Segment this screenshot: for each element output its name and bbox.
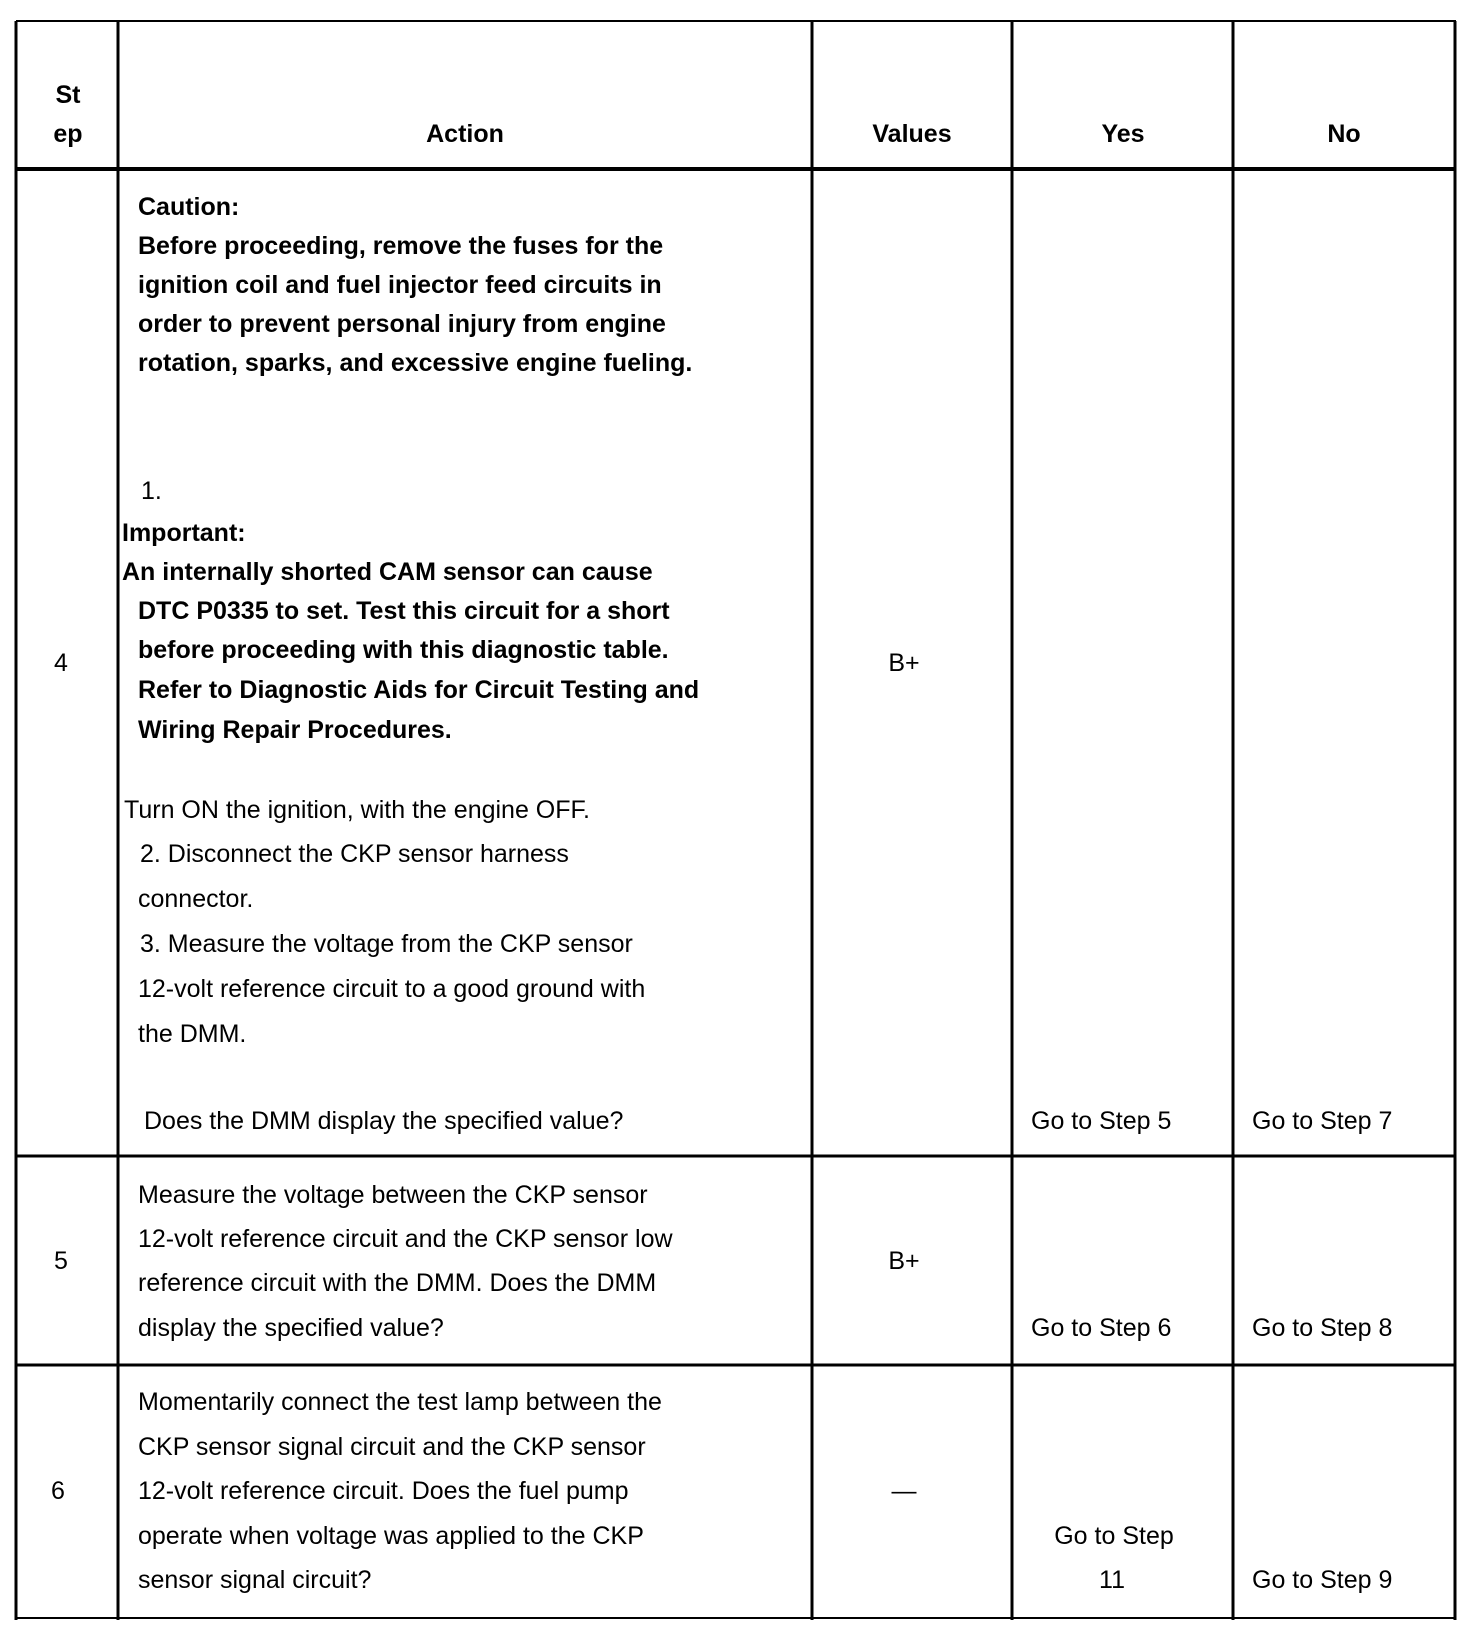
important-text: before proceeding with this diagnostic table. xyxy=(138,636,669,664)
list-item-text: 2. Disconnect the CKP sensor harness xyxy=(140,840,569,868)
question-text: Does the DMM display the specified value? xyxy=(144,1107,624,1135)
important-text: Wiring Repair Procedures. xyxy=(138,716,452,744)
caution-text: order to prevent personal injury from engine xyxy=(138,310,666,338)
no-cell: Go to Step 8 xyxy=(1252,1314,1393,1342)
no-cell: Go to Step 9 xyxy=(1252,1566,1393,1594)
yes-cell: Go to Step 5 xyxy=(1031,1107,1172,1135)
caution-text: Before proceeding, remove the fuses for the xyxy=(138,232,664,260)
action-text: Measure the voltage between the CKP sensor xyxy=(138,1181,648,1209)
header-values: Values xyxy=(872,120,952,148)
no-cell: Go to Step 7 xyxy=(1252,1107,1393,1135)
list-number: 1. xyxy=(141,477,162,505)
header-yes: Yes xyxy=(1101,120,1145,148)
list-item-text: 3. Measure the voltage from the CKP sensor xyxy=(140,930,633,958)
header-step-line1: St xyxy=(55,81,81,109)
header-step-line2: ep xyxy=(53,120,83,148)
important-label: Important: xyxy=(122,519,246,547)
value-cell: B+ xyxy=(888,1247,920,1275)
list-item-text: the DMM. xyxy=(138,1020,247,1048)
action-text: 12-volt reference circuit. Does the fuel pump xyxy=(138,1477,629,1505)
value-cell: — xyxy=(891,1477,917,1505)
caution-text: rotation, sparks, and excessive engine fueling. xyxy=(138,349,693,377)
list-item-text: connector. xyxy=(138,885,254,913)
step-number: 5 xyxy=(54,1247,68,1275)
yes-cell: Go to Step 6 xyxy=(1031,1314,1172,1342)
step-number: 6 xyxy=(51,1477,65,1505)
yes-cell: Go to Step xyxy=(1054,1522,1174,1550)
caution-text: ignition coil and fuel injector feed circuits in xyxy=(138,271,662,299)
important-text: An internally shorted CAM sensor can cause xyxy=(122,558,653,586)
header-action: Action xyxy=(426,120,504,148)
action-text: display the specified value? xyxy=(138,1314,444,1342)
action-text: 12-volt reference circuit and the CKP sensor low xyxy=(138,1225,673,1253)
important-text: Refer to Diagnostic Aids for Circuit Testing and xyxy=(138,676,700,704)
value-cell: B+ xyxy=(888,649,920,677)
action-text: reference circuit with the DMM. Does the DMM xyxy=(138,1269,657,1297)
caution-label: Caution: xyxy=(138,193,240,221)
action-text: operate when voltage was applied to the CKP xyxy=(138,1522,644,1550)
step-number: 4 xyxy=(54,649,68,677)
list-item-text: Turn ON the ignition, with the engine OFF. xyxy=(124,796,590,824)
yes-cell: 11 xyxy=(1099,1566,1125,1594)
action-text: sensor signal circuit? xyxy=(138,1566,372,1594)
header-no: No xyxy=(1327,120,1361,148)
list-item-text: 12-volt reference circuit to a good ground with xyxy=(138,975,646,1003)
important-text: DTC P0335 to set. Test this circuit for a short xyxy=(138,597,670,625)
action-text: CKP sensor signal circuit and the CKP sensor xyxy=(138,1433,646,1461)
action-text: Momentarily connect the test lamp between the xyxy=(138,1388,662,1416)
